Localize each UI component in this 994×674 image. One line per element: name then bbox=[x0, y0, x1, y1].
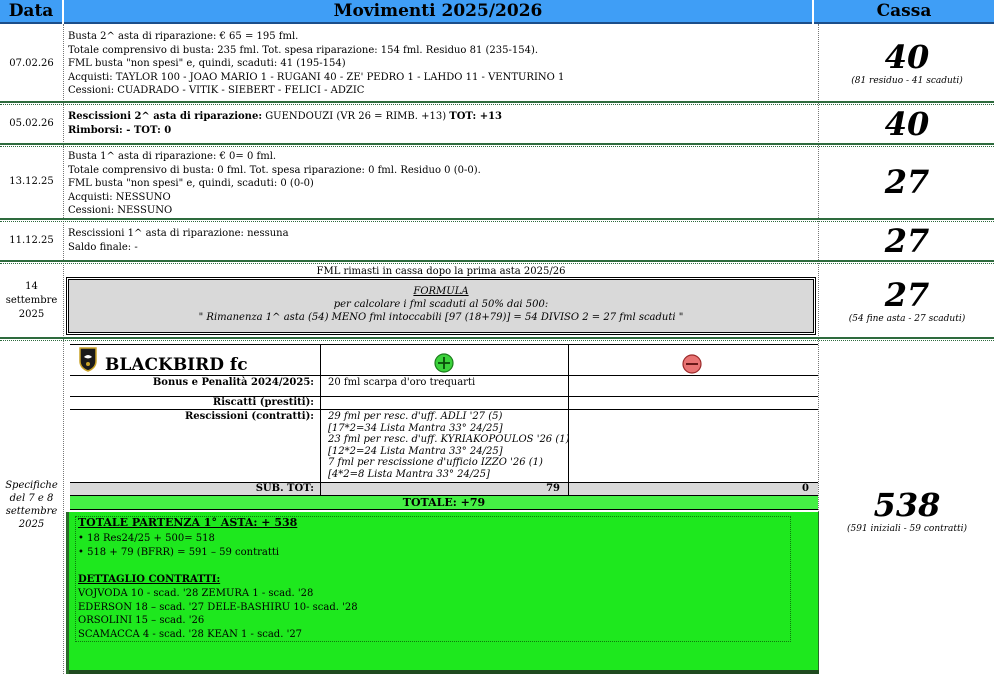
cash-note: (591 iniziali - 59 contratti) bbox=[846, 524, 968, 534]
line: Cessioni: CUADRADO - VITIK - SIEBERT - FELICI - ADZIC bbox=[68, 85, 365, 96]
line: Totale comprensivo di busta: 0 fml. Tot. spesa riparazione: 0 fml. Residuo 0 (0-0). bbox=[68, 164, 481, 176]
row-separator bbox=[0, 221, 994, 222]
partenza-bottom-bar bbox=[69, 670, 819, 674]
header-date: Data bbox=[0, 0, 62, 24]
row-description bbox=[64, 146, 818, 218]
fml-title: FML rimasti in cassa dopo la prima asta 2025/26 bbox=[316, 266, 566, 277]
row-date: 11.12.25 bbox=[9, 235, 54, 246]
dettaglio-title: DETTAGLIO CONTRATTI: bbox=[78, 574, 221, 585]
row-separator bbox=[0, 263, 994, 264]
riscatti-label: Riscatti (prestiti): bbox=[212, 397, 314, 408]
row-cash bbox=[820, 148, 994, 216]
row-description bbox=[64, 223, 818, 259]
cash-value: 40 bbox=[884, 38, 930, 76]
cash-value: 27 bbox=[884, 163, 930, 201]
line: Acquisti: TAYLOR 100 - JOAO MARIO 1 - RUGANI 40 - ZE' PEDRO 1 - LAHDO 11 - VENTURINO 1 bbox=[68, 71, 565, 83]
line: Rimborsi: - TOT: 0 bbox=[68, 124, 172, 136]
row-separator bbox=[0, 104, 994, 105]
subtotal-plus: 79 bbox=[546, 483, 560, 494]
line-rest: GUENDOUZI (VR 26 = RIMB. +13) bbox=[262, 111, 450, 122]
row-cash bbox=[820, 30, 994, 96]
team-shield-icon bbox=[78, 346, 98, 372]
line: Rescissioni 1^ asta di riparazione: nessuna bbox=[68, 228, 289, 239]
row-separator bbox=[0, 218, 994, 220]
line-total: TOT: +13 bbox=[449, 111, 502, 122]
line-bold: Rescissioni 2^ asta di riparazione: bbox=[68, 111, 263, 122]
line: Acquisti: NESSUNO bbox=[68, 191, 171, 203]
plus-circle-icon bbox=[434, 353, 454, 373]
row-separator bbox=[0, 101, 994, 103]
formula-line: per calcolare i fml scaduti al 50% dai 500: bbox=[333, 299, 549, 310]
cash-value: 40 bbox=[884, 105, 930, 143]
row-separator bbox=[0, 143, 994, 145]
header-cash: Cassa bbox=[814, 0, 994, 24]
minus-circle-icon bbox=[682, 354, 702, 374]
formula-box bbox=[68, 279, 814, 333]
row-description bbox=[64, 26, 818, 100]
cash-value: 538 bbox=[873, 486, 941, 524]
line: FML busta "non spesi" e, quindi, scaduti: 41 (195-154) bbox=[68, 58, 346, 69]
formula-title: FORMULA bbox=[413, 286, 469, 297]
row-date: 07.02.26 bbox=[9, 58, 54, 69]
cash-note: (81 residuo - 41 scaduti) bbox=[851, 76, 963, 86]
row-date: 05.02.26 bbox=[9, 118, 54, 129]
line: Busta 2^ asta di riparazione: € 65 = 195 fml. bbox=[68, 31, 299, 42]
row-cash bbox=[820, 268, 994, 334]
row-date: 14 settembre 2025 bbox=[5, 281, 58, 320]
specifics-cash bbox=[820, 478, 994, 544]
row-separator bbox=[0, 260, 994, 262]
cash-value: 27 bbox=[884, 276, 930, 314]
partenza-list: • 18 Res24/25 + 500= 518 • 518 + 79 (BFRR) = 591 – 59 contratti bbox=[78, 533, 280, 558]
line: FML busta "non spesi" e, quindi, scaduti: 0 (0-0) bbox=[68, 178, 314, 189]
cash-note: (54 fine asta - 27 scaduti) bbox=[848, 314, 966, 324]
line: Busta 1^ asta di riparazione: € 0= 0 fml. bbox=[68, 151, 277, 162]
bonus-label: Bonus e Penalità 2024/2025: bbox=[152, 377, 314, 388]
totale-bar: TOTALE: +79 bbox=[70, 495, 818, 510]
line: Cessioni: NESSUNO bbox=[68, 205, 173, 216]
cash-value: 27 bbox=[884, 222, 930, 260]
row-separator bbox=[0, 340, 994, 341]
rescissioni-label: Rescissioni (contratti): bbox=[184, 411, 314, 422]
row-date: 13.12.25 bbox=[9, 176, 54, 187]
rescissioni-list: 29 fml per resc. d'uff. ADLI '27 (5) [17*2=34 Lista Mantra 33° 24/25] 23 fml per resc. d'uff. KYRIAKOPOULOS '26 (1) [12*2=24 Lista Mantra 33° 24/25] 7 fml per rescissione d'ufficio IZZO '26 (1) [4*2=8 Lista Mantra 33° 24/25] bbox=[328, 411, 570, 480]
partenza-box bbox=[66, 512, 819, 674]
row-separator bbox=[0, 337, 994, 339]
row-cash bbox=[820, 223, 994, 259]
bonus-value: 20 fml scarpa d'oro trequarti bbox=[328, 377, 476, 388]
formula-line: " Rimanenza 1^ asta (54) MENO fml intoccabili [97 (18+79)] = 54 DIVISO 2 = 27 fml scaduti " bbox=[198, 312, 684, 323]
line: Saldo finale: - bbox=[68, 241, 138, 253]
subtotal-minus: 0 bbox=[802, 483, 809, 494]
dettaglio-list: VOJVODA 10 - scad. '28 ZEMURA 1 - scad. '28 EDERSON 18 – scad. '27 DELE-BASHIRU 10- scad. '28 ORSOLINI 15 – scad. '26 SCAMACCA 4 - scad. '28 KEAN 1 - scad. '27 bbox=[78, 588, 358, 640]
partenza-title: TOTALE PARTENZA 1° ASTA: + 538 bbox=[78, 516, 298, 529]
row-description bbox=[64, 106, 818, 142]
subtotal-label: SUB. TOT: bbox=[255, 483, 314, 494]
team-name: BLACKBIRD fc bbox=[105, 355, 248, 375]
line: Totale comprensivo di busta: 235 fml. Tot. spesa riparazione: 154 fml. Residuo 81 (235-154). bbox=[68, 44, 539, 56]
header-movements: Movimenti 2025/2026 bbox=[64, 0, 812, 24]
team-table bbox=[70, 344, 818, 510]
row-cash bbox=[820, 106, 994, 142]
row-date: Specifiche del 7 e 8 settembre 2025 bbox=[5, 480, 58, 530]
